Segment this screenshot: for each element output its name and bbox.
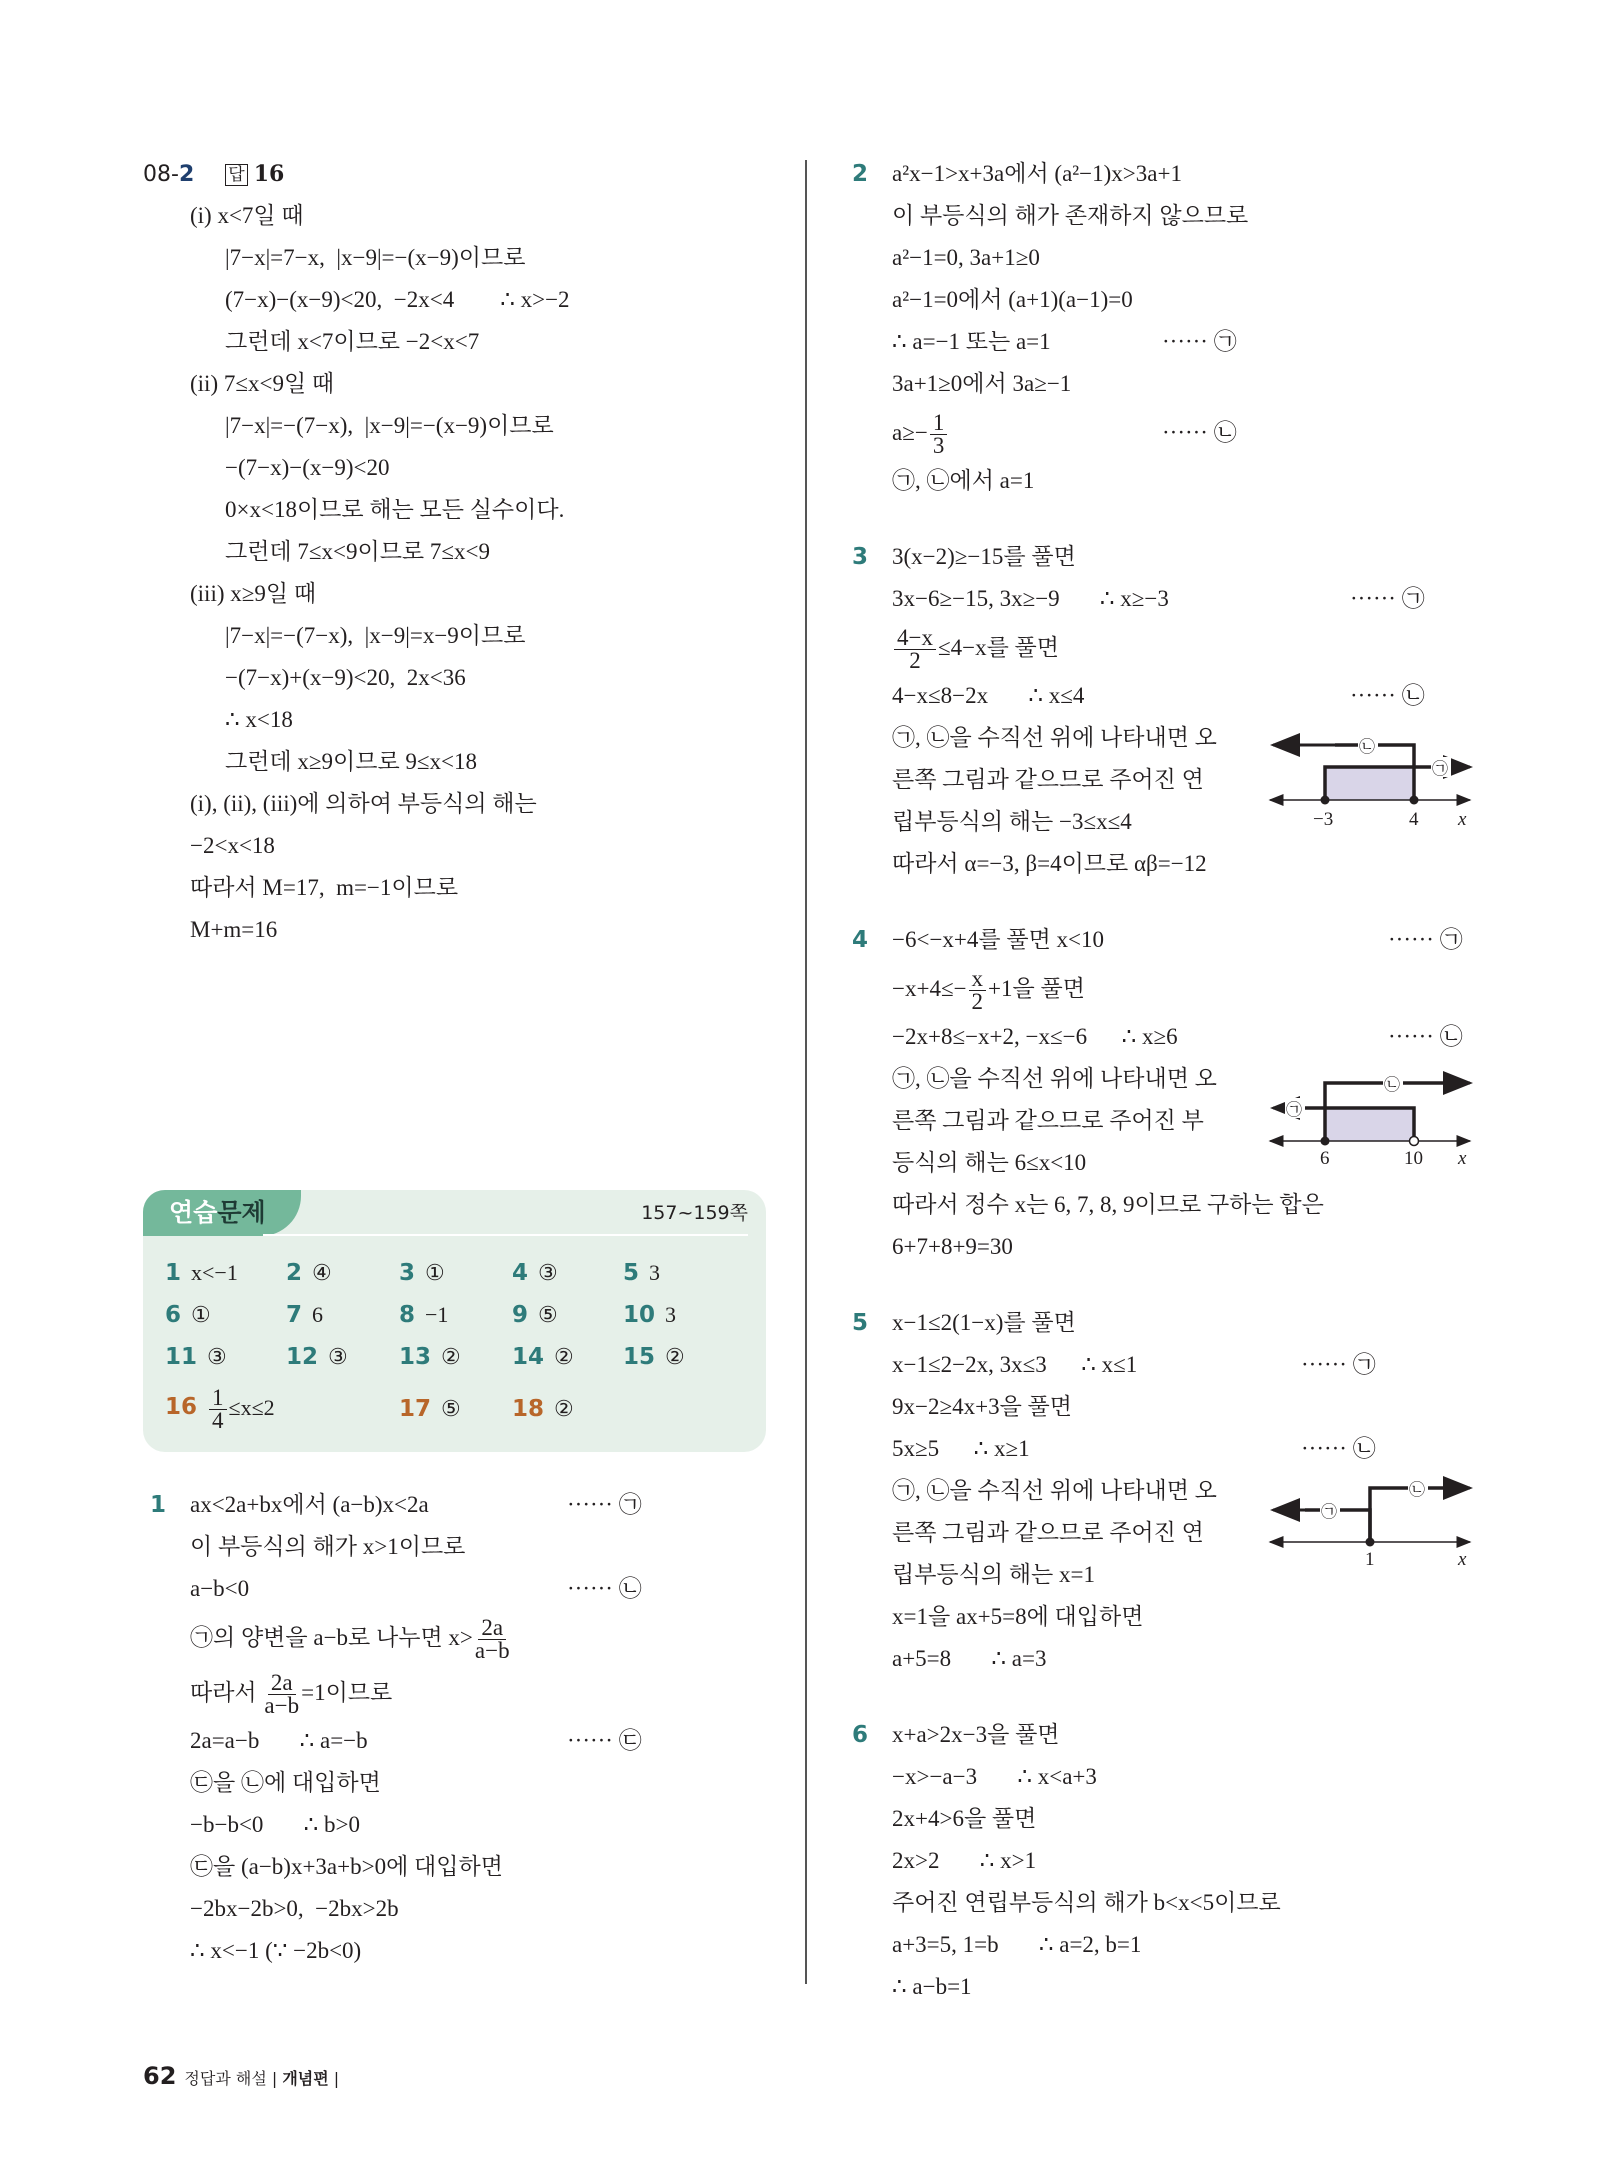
line-text: −(7−x)+(x−9)<20, 2x<36 (225, 665, 466, 690)
text-line (190, 1804, 512, 1846)
tick-label: 1 (1365, 1549, 1375, 1570)
text-line (892, 759, 1324, 801)
line-text: 따라서 (190, 1680, 263, 1705)
text-line (892, 1596, 1324, 1638)
fraction (969, 968, 987, 1013)
text-line (892, 1882, 1324, 1924)
text-line (892, 1966, 1324, 2008)
column-divider (805, 160, 807, 1984)
line-text: a≥− (892, 420, 928, 445)
line-text: ax<2a+bx에서 (a−b)x<2a (190, 1492, 429, 1517)
answer-grid (165, 1252, 745, 1440)
text-line (190, 1610, 512, 1665)
closed-point (1321, 1137, 1330, 1146)
line-text: 따라서 α=−3, β=4이므로 αβ=−12 (892, 851, 1207, 876)
text-line (190, 909, 570, 951)
answer-number: 12 (286, 1344, 319, 1370)
text-line (892, 1714, 1324, 1756)
answer-item (512, 1260, 623, 1286)
line-text: 른쪽 그림과 같으므로 주어진 연 (892, 767, 1204, 792)
line-text: |7−x|=−(7−x), |x−9|=−(x−9)이므로 (225, 413, 554, 438)
answer-value: ① (191, 1302, 211, 1327)
line-text: ∴ a−b=1 (892, 1974, 972, 1999)
tick-label: 6 (1320, 1148, 1330, 1169)
text-line (892, 717, 1324, 759)
fraction-denominator: 2 (971, 989, 984, 1015)
text-line (892, 961, 1324, 1016)
line-text: x−1≤2−2x, 3x≤3 ∴ x≤1 (892, 1352, 1138, 1377)
answer-item (399, 1344, 512, 1370)
practice-title-b: 문제 (217, 1198, 266, 1227)
problem-1 (150, 1484, 642, 1972)
text-line (190, 363, 570, 405)
answer-row (165, 1294, 745, 1336)
line-text: 2x>2 ∴ x>1 (892, 1848, 1037, 1873)
line-text: x+a>2x−3을 풀면 (892, 1722, 1060, 1747)
axis-label: x (1458, 1549, 1467, 1570)
line-text: 른쪽 그림과 같으므로 주어진 부 (892, 1108, 1204, 1133)
line-text: ㉠, ㉡에서 a=1 (892, 468, 1035, 493)
answer-number: 18 (512, 1396, 545, 1422)
answer-value: x<−1 (191, 1260, 238, 1285)
answer-number: 16 (165, 1394, 198, 1421)
answer-value: 3 (665, 1302, 677, 1327)
line-text: 따라서 정수 x는 6, 7, 8, 9이므로 구하는 합은 (892, 1192, 1324, 1217)
line-text: a−b<0 (190, 1576, 250, 1601)
equation-marker: ······ ㉠ (1350, 586, 1425, 611)
answer-number: 8 (399, 1302, 416, 1328)
fraction (264, 1672, 299, 1717)
text-line (190, 237, 570, 279)
line-text: |7−x|=−(7−x), |x−9|=x−9이므로 (225, 623, 526, 648)
answer-value: ④ (312, 1260, 332, 1285)
line-text: 른쪽 그림과 같으므로 주어진 연 (892, 1520, 1204, 1545)
text-line (892, 460, 1324, 502)
line-text: −x>−a−3 ∴ x<a+3 (892, 1764, 1097, 1789)
fraction-numerator: 2a (478, 1617, 506, 1640)
text-line (190, 657, 570, 699)
text-line (892, 801, 1324, 843)
text-line (892, 1386, 1324, 1428)
answer-number: 9 (512, 1302, 529, 1328)
line-text: 따라서 M=17, m=−1이므로 (190, 875, 459, 900)
text-line (892, 1428, 1376, 1470)
answer-number: 15 (623, 1344, 656, 1370)
footer-separator: | (328, 2069, 340, 2088)
line-text: =1이므로 (301, 1680, 393, 1705)
line-text: a+3=5, 1=b ∴ a=2, b=1 (892, 1932, 1142, 1957)
practice-title-a: 연습 (169, 1198, 218, 1227)
line-text: 3(x−2)≥−15를 풀면 (892, 544, 1076, 569)
text-line (892, 1100, 1324, 1142)
line-text: 등식의 해는 6≤x<10 (892, 1150, 1087, 1175)
practice-title-tab (143, 1190, 301, 1236)
text-line (892, 1344, 1376, 1386)
answer-number: 2 (286, 1260, 303, 1286)
answer-value: ① (425, 1260, 445, 1285)
answer-item (512, 1344, 623, 1370)
text-line (190, 1665, 512, 1720)
answer-row (165, 1378, 745, 1440)
answer-item (512, 1396, 623, 1422)
line-text: −2bx−2b>0, −2bx>2b (190, 1896, 399, 1921)
line-text: ㉠, ㉡을 수직선 위에 나타내면 오 (892, 1066, 1217, 1091)
equation-marker: ······ ㉠ (567, 1492, 642, 1517)
range-label-1: ㉠ (1321, 1504, 1338, 1521)
problem-number: 6 (852, 1722, 869, 1748)
line-text: ㉠, ㉡을 수직선 위에 나타내면 오 (892, 1478, 1217, 1503)
answer-value: ③ (328, 1344, 348, 1369)
page-footer (143, 2062, 339, 2090)
answer-value: ⑤ (441, 1396, 461, 1421)
practice-answers-box (143, 1190, 766, 1452)
solution-shading (1325, 1108, 1414, 1141)
equation-marker: ······ ㉠ (1388, 927, 1463, 952)
text-line (892, 321, 1324, 363)
text-line (190, 741, 570, 783)
answer-value: ⑤ (538, 1302, 558, 1327)
answer-item (623, 1344, 733, 1370)
text-line (892, 536, 1324, 578)
answer-number: 11 (165, 1344, 198, 1370)
answer-item (286, 1260, 399, 1286)
line-text: 그런데 x<7이므로 −2<x<7 (225, 329, 480, 354)
answer-row (165, 1336, 745, 1378)
text-line (190, 447, 570, 489)
fraction (894, 627, 936, 672)
equation-marker: ······ ㉠ (1162, 329, 1237, 354)
text-line (892, 919, 1463, 961)
problem-4 (852, 919, 1463, 1268)
fraction (475, 1617, 510, 1662)
answer-value: ≤x≤2 (228, 1394, 275, 1420)
line-text: 립부등식의 해는 x=1 (892, 1562, 1095, 1587)
line-text: x=1을 ax+5=8에 대입하면 (892, 1604, 1144, 1629)
answer-number: 7 (286, 1302, 303, 1328)
text-line (892, 363, 1324, 405)
answer-item (399, 1396, 512, 1422)
answer-number: 3 (399, 1260, 416, 1286)
text-line (190, 699, 570, 741)
answer-number: 14 (512, 1344, 545, 1370)
book-title: 정답과 해설 | (184, 2069, 283, 2088)
answer-item (512, 1302, 623, 1328)
answer-item (286, 1302, 399, 1328)
text-line (190, 1720, 642, 1762)
equation-marker: ······ ㉠ (1301, 1352, 1376, 1377)
answer-value: ② (554, 1344, 574, 1369)
open-point (1410, 1137, 1419, 1146)
text-line (190, 405, 570, 447)
text-line (892, 1924, 1324, 1966)
text-line (190, 825, 570, 867)
edition-name: 개념편 (282, 2069, 329, 2088)
closed-point (1410, 796, 1419, 805)
problem-6 (852, 1714, 1324, 2008)
text-line (190, 783, 570, 825)
range-label-2: ㉡ (1409, 1482, 1426, 1499)
line-text: −2<x<18 (190, 833, 275, 858)
answer-value: ② (554, 1396, 574, 1421)
line-text: ㉢을 (a−b)x+3a+b>0에 대입하면 (190, 1854, 503, 1879)
range-label-1: ㉠ (1286, 1102, 1303, 1119)
text-line (190, 279, 570, 321)
line-text: 0×x<18이므로 해는 모든 실수이다. (225, 497, 565, 522)
answer-value: ③ (538, 1260, 558, 1285)
text-line (892, 675, 1425, 717)
answer-label-icon: 답 (225, 164, 247, 186)
tick-label: 10 (1404, 1148, 1423, 1169)
line-text: 3a+1≥0에서 3a≥−1 (892, 371, 1072, 396)
text-line (190, 1762, 512, 1804)
section-solution (190, 195, 570, 951)
line-text: (i), (ii), (iii)에 의하여 부등식의 해는 (190, 791, 537, 816)
answer-number: 17 (399, 1396, 432, 1422)
fraction (930, 412, 948, 457)
answer-number: 6 (165, 1302, 182, 1328)
problem-number: 3 (852, 544, 869, 570)
line-text: ∴ a=−1 또는 a=1 (892, 329, 1051, 354)
section-id-prefix: 08- (143, 162, 179, 187)
problem-number: 5 (852, 1310, 869, 1336)
text-line (892, 1142, 1324, 1184)
fraction-denominator: 3 (932, 433, 945, 459)
number-line-diagram-4 (1265, 1060, 1480, 1170)
text-line (190, 1846, 512, 1888)
text-line (190, 321, 570, 363)
answer-item (623, 1260, 733, 1286)
equation-marker: ······ ㉡ (567, 1576, 642, 1601)
range-label-2: ㉡ (1384, 1077, 1401, 1094)
answer-value: 3 (649, 1260, 661, 1285)
line-text: ㉠, ㉡을 수직선 위에 나타내면 오 (892, 725, 1217, 750)
problem-5 (852, 1302, 1376, 1680)
line-text: ㉢을 ㉡에 대입하면 (190, 1770, 381, 1795)
answer-value: ② (665, 1344, 685, 1369)
divider (263, 1234, 748, 1236)
answer-item (165, 1344, 286, 1370)
line-text: M+m=16 (190, 917, 278, 942)
answer-item (165, 1302, 286, 1328)
fraction-numerator: 4−x (894, 627, 936, 650)
axis-label: x (1458, 1148, 1467, 1169)
equation-marker: ······ ㉡ (1162, 420, 1237, 445)
closed-point (1366, 1538, 1375, 1547)
answer-row (165, 1252, 745, 1294)
line-text: (7−x)−(x−9)<20, −2x<4 ∴ x>−2 (225, 287, 570, 312)
answer-number: 4 (512, 1260, 529, 1286)
text-line (892, 1058, 1324, 1100)
answer-item (399, 1302, 512, 1328)
line-text: −x+4≤− (892, 976, 967, 1001)
line-text: −6<−x+4를 풀면 x<10 (892, 927, 1105, 952)
problem-2 (852, 153, 1324, 502)
line-text: 립부등식의 해는 −3≤x≤4 (892, 809, 1132, 834)
line-text: ≤4−x를 풀면 (937, 635, 1059, 660)
range-label-2: ㉡ (1359, 739, 1376, 756)
line-text: a²−1=0, 3a+1≥0 (892, 245, 1040, 270)
text-line (190, 1484, 642, 1526)
text-line (892, 1226, 1324, 1268)
line-text: 이 부등식의 해가 존재하지 않으므로 (892, 203, 1249, 228)
problem-3 (852, 536, 1425, 885)
text-line (892, 1512, 1324, 1554)
answer-item (399, 1260, 512, 1286)
text-line (892, 843, 1324, 885)
fraction-numerator: x (969, 968, 987, 991)
text-line (892, 1554, 1324, 1596)
fraction-denominator: a−b (264, 1693, 300, 1719)
text-line (892, 1798, 1324, 1840)
answer-number: 5 (623, 1260, 640, 1286)
range-label-1: ㉠ (1432, 761, 1449, 778)
line-text: −b−b<0 ∴ b>0 (190, 1812, 361, 1837)
axis-label: x (1458, 809, 1467, 830)
fraction-numerator: 1 (930, 412, 948, 435)
line-text: ∴ x<18 (225, 707, 293, 732)
text-line (190, 867, 570, 909)
closed-point (1321, 796, 1330, 805)
answer-item (165, 1384, 399, 1433)
answer-value: ③ (207, 1344, 227, 1369)
line-text: 주어진 연립부등식의 해가 b<x<5이므로 (892, 1890, 1281, 1915)
text-line (190, 1888, 512, 1930)
answer-value: ② (441, 1344, 461, 1369)
number-line-diagram-3 (1265, 725, 1480, 835)
line-text: a²x−1>x+3a에서 (a²−1)x>3a+1 (892, 161, 1182, 186)
range-line-2 (1370, 1488, 1445, 1542)
answer-item (165, 1260, 286, 1286)
section-answer: 16 (253, 161, 285, 187)
equation-marker: ······ ㉢ (567, 1728, 642, 1753)
right-column (852, 153, 1463, 2008)
answer-number: 10 (623, 1302, 656, 1328)
line-text: 그런데 7≤x<9이므로 7≤x<9 (225, 539, 490, 564)
line-text: −(7−x)−(x−9)<20 (225, 455, 390, 480)
answer-number: 1 (165, 1260, 182, 1286)
line-text: 2x+4>6을 풀면 (892, 1806, 1037, 1831)
answer-number: 13 (399, 1344, 432, 1370)
line-text: |7−x|=7−x, |x−9|=−(x−9)이므로 (225, 245, 526, 270)
answer-value: 6 (312, 1302, 324, 1327)
line-text: a+5=8 ∴ a=3 (892, 1646, 1047, 1671)
tick-label: −3 (1313, 809, 1334, 830)
line-text: 9x−2≥4x+3을 풀면 (892, 1394, 1072, 1419)
text-line (892, 1302, 1324, 1344)
text-line (190, 573, 570, 615)
text-line (190, 489, 570, 531)
line-text: ∴ x<−1 (∵ −2b<0) (190, 1938, 362, 1963)
equation-marker: ······ ㉡ (1388, 1024, 1463, 1049)
line-text: 3x−6≥−15, 3x≥−9 ∴ x≥−3 (892, 586, 1169, 611)
line-text: (i) x<7일 때 (190, 203, 304, 228)
line-text: (ii) 7≤x<9일 때 (190, 371, 335, 396)
line-text: x−1≤2(1−x)를 풀면 (892, 1310, 1076, 1335)
text-line (892, 1638, 1324, 1680)
text-line (190, 615, 570, 657)
line-text: 6+7+8+9=30 (892, 1234, 1013, 1259)
problem-number: 4 (852, 927, 869, 953)
fraction-denominator: a−b (474, 1638, 510, 1664)
text-line (892, 237, 1324, 279)
line-text: 그런데 x≥9이므로 9≤x<18 (225, 749, 478, 774)
line-text: −2x+8≤−x+2, −x≤−6 ∴ x≥6 (892, 1024, 1178, 1049)
problem-number: 1 (150, 1492, 167, 1518)
answer-item (286, 1344, 399, 1370)
text-line (892, 405, 1324, 460)
section-header (143, 153, 284, 195)
fraction-numerator: 1 (209, 1387, 227, 1410)
solution-shading (1325, 767, 1414, 800)
practice-page-range: 157~159쪽 (641, 1202, 748, 1224)
text-line (892, 195, 1324, 237)
answer-item (623, 1302, 733, 1328)
fraction (209, 1384, 227, 1433)
text-line (190, 531, 570, 573)
text-line (892, 1470, 1324, 1512)
text-line (892, 1756, 1324, 1798)
problem-number: 2 (852, 161, 869, 187)
text-line (892, 153, 1324, 195)
fraction-numerator: 2a (268, 1672, 296, 1695)
line-text: 5x≥5 ∴ x≥1 (892, 1436, 1030, 1461)
text-line (892, 1840, 1324, 1882)
section-id-number: 2 (178, 162, 195, 187)
text-line (190, 1526, 512, 1568)
equation-marker: ······ ㉡ (1350, 683, 1425, 708)
equation-marker: ······ ㉡ (1301, 1436, 1376, 1461)
answer-value: −1 (425, 1302, 449, 1327)
text-line (190, 195, 570, 237)
text-line (892, 1016, 1463, 1058)
line-text: (iii) x≥9일 때 (190, 581, 317, 606)
text-line (892, 279, 1324, 321)
line-text: 이 부등식의 해가 x>1이므로 (190, 1534, 466, 1559)
number-line-diagram-5 (1265, 1470, 1480, 1570)
text-line (190, 1568, 642, 1610)
line-text: 2a=a−b ∴ a=−b (190, 1728, 368, 1753)
text-line (892, 578, 1425, 620)
line-text: +1을 풀면 (988, 976, 1085, 1001)
line-text: ㉠의 양변을 a−b로 나누면 x> (190, 1625, 473, 1650)
text-line (190, 1930, 512, 1972)
fraction-denominator: 2 (909, 648, 921, 674)
text-line (892, 1184, 1324, 1226)
line-text: a²−1=0에서 (a+1)(a−1)=0 (892, 287, 1133, 312)
fraction-denominator: 4 (212, 1407, 224, 1433)
page-number: 62 (143, 2062, 177, 2090)
tick-label: 4 (1409, 809, 1419, 830)
text-line (892, 620, 1324, 675)
line-text: 4−x≤8−2x ∴ x≤4 (892, 683, 1085, 708)
